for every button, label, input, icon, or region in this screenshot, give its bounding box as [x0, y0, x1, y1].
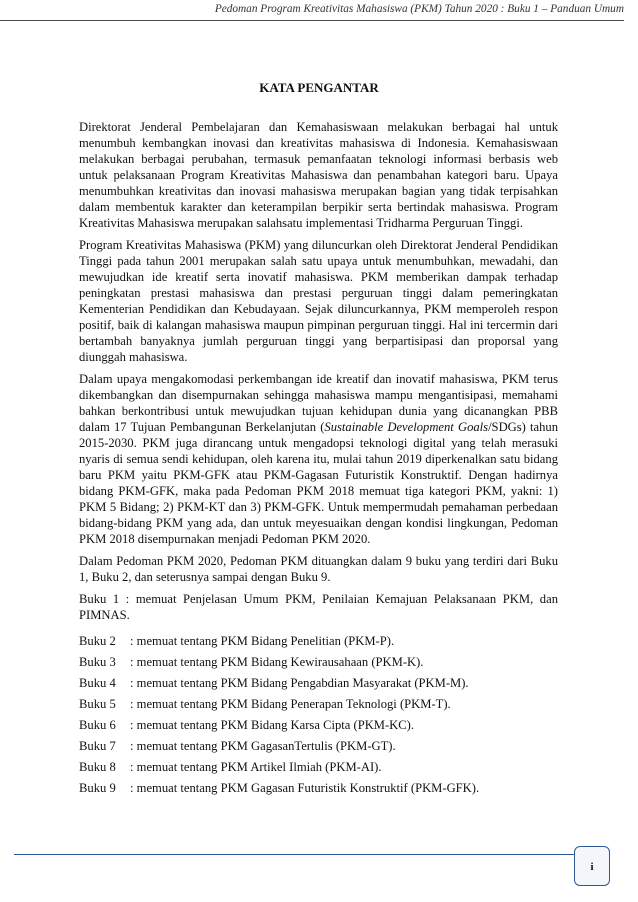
header-title: Pedoman Program Kreativitas Mahasiswa (PKM) Tahun 2020 : Buku 1 – Panduan Umum: [214, 3, 624, 15]
footer-rule: [14, 854, 578, 855]
book-list-item: [79, 780, 558, 796]
paragraph-3-italic: Sustainable Development Goals: [324, 420, 489, 434]
book-label: Buku 3: [79, 655, 116, 669]
page-title: KATA PENGANTAR: [259, 80, 379, 95]
book-list-item: [79, 759, 558, 775]
paragraph-2: Program Kreativitas Mahasiswa (PKM) yang diluncurkan oleh Direktorat Jenderal Pendidikan Tinggi pada tahun 2001 merupakan salah satu upaya untuk menumbuhkan, mewadahi, dan mewujudkan ide kreatif serta inovatif mahasiswa. PKM memberikan dampak terhadap peningkatan prestasi mahasiswa dan prestasi perguruan tinggi dalam pemeringkatan Kementerian Pendidikan dan Kebudayaan. Sejak diluncurkannya, PKM memperoleh respon positif, baik di kalangan mahasiswa maupun pimpinan perguruan tinggi. Hal ini tercermin dari bertambah banyaknya jumlah perguruan tinggi yang berpartisipasi dan proporsal yang diunggah mahasiswa.: [79, 238, 558, 364]
book-label: Buku 7: [79, 739, 116, 753]
paragraph-3-text-b: /SDGs) tahun 2015-2030. PKM juga dirancang untuk mengadopsi teknologi digital yang telah merasuki nyaris di semua sendi kehidupan, oleh karena itu, mulai tahun 2019 diperkenalkan satu bidang baru PKM yaitu PKM-GFK atau PKM-Gagasan Futuristik Konstruktif. Dengan hadirnya bidang PKM-GFK, maka pada Pedoman PKM 2018 memuat tiga kategori PKM, yakni: 1) PKM 5 Bidang; 2) PKM-KT dan 3) PKM-GFK. Untuk mempermudah pemahaman perbedaan bidang-bidang PKM yang ada, dan untuk meyesuaikan dengan kondisi lingkungan, Pedoman PKM 2018 disempurnakan menjadi Pedoman PKM 2020.: [79, 420, 559, 546]
book-label: Buku 4: [79, 676, 116, 690]
document-body: [79, 119, 558, 801]
book-list-item: [79, 717, 558, 733]
book-label: Buku 5: [79, 697, 116, 711]
paragraph-3-text-a: Dalam upaya mengakomodasi perkembangan ide kreatif dan inovatif mahasiswa, PKM terus dikembangkan dan disempurnakan sehingga mahasiswa mampu mengantisipasi, memahami bahkan berkontribusi untuk mewujudkan tujuan kehidupan dunia yang dicanangkan PBB dalam 17 Tujuan Pembangunan Berkelanjutan (: [79, 372, 558, 434]
book-list-item: [79, 633, 558, 649]
page-header: [0, 0, 638, 24]
book-label: Buku 8: [79, 760, 116, 774]
book-description: : memuat tentang PKM Bidang Kewirausahaan (PKM-K).: [130, 655, 424, 669]
book-list-item: [79, 654, 558, 670]
book-list-item: [79, 675, 558, 691]
book-label: Buku 2: [79, 634, 116, 648]
paragraph-5: Buku 1 : memuat Penjelasan Umum PKM, Penilaian Kemajuan Pelaksanaan PKM, dan PIMNAS.: [79, 592, 558, 622]
paragraph-3: [79, 371, 558, 547]
paragraph-1: Direktorat Jenderal Pembelajaran dan Kemahasiswaan melakukan berbagai hal untuk menumbuh kembangkan inovasi dan kreativitas mahasiswa di Indonesia. Kemahasiswaan melakukan berbagai perubahan, termasuk pemanfaatan teknologi informasi berbasis web untuk pelaksanaan Program Kreativitas Mahasiswa dan penambahan kategori baru. Upaya menumbuhkan kreativitas dan inovasi mahasiswa merupakan bagian yang tidak terpisahkan dalam membentuk karakter dan keterampilan berpikir serta bertindak mahasiswa. Program Kreativitas Mahasiswa merupakan salahsatu implementasi Tridharma Perguruan Tinggi.: [79, 120, 558, 230]
book-description: : memuat tentang PKM Bidang Karsa Cipta (PKM-KC).: [130, 718, 415, 732]
page-number-badge: [574, 846, 610, 886]
book-list-item: [79, 738, 558, 754]
book-description: : memuat tentang PKM Bidang Penelitian (PKM-P).: [130, 634, 395, 648]
book-description: : memuat tentang PKM Artikel Ilmiah (PKM-AI).: [130, 760, 382, 774]
book-description: : memuat tentang PKM GagasanTertulis (PKM-GT).: [130, 739, 396, 753]
book-description: : memuat tentang PKM Bidang Penerapan Teknologi (PKM-T).: [130, 697, 451, 711]
paragraph-4: Dalam Pedoman PKM 2020, Pedoman PKM dituangkan dalam 9 buku yang terdiri dari Buku 1, Buku 2, dan seterusnya sampai dengan Buku 9.: [79, 554, 558, 584]
page-number: i: [590, 861, 594, 873]
book-description: : memuat tentang PKM Bidang Pengabdian Masyarakat (PKM-M).: [130, 676, 469, 690]
book-list-item: [79, 696, 558, 712]
book-label: Buku 9: [79, 781, 116, 795]
book-description: : memuat tentang PKM Gagasan Futuristik Konstruktif (PKM-GFK).: [130, 781, 480, 795]
book-label: Buku 6: [79, 718, 116, 732]
header-rule: [0, 20, 624, 21]
